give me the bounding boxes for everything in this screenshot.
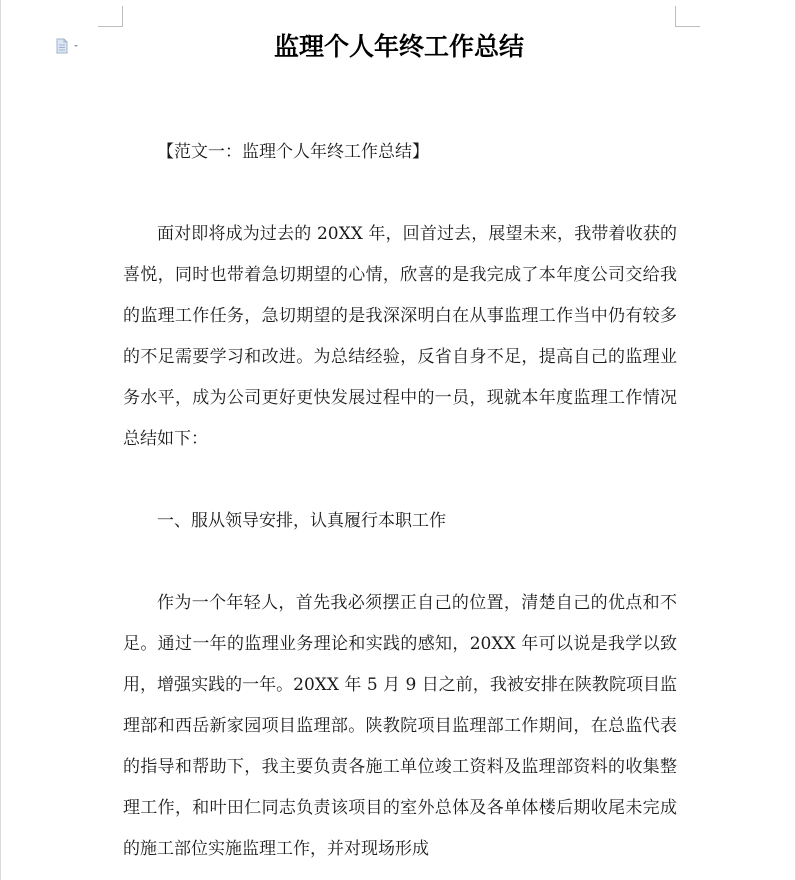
- blank-line: [123, 460, 677, 501]
- document-dropdown-icon[interactable]: [55, 38, 83, 54]
- paragraph-intro: 面对即将成为过去的 20XX 年，回首过去，展望未来，我带着收获的喜悦，同时也带着急切期望的心情，欣喜的是我完成了本年度公司交给我的监理工作任务，急切期望的是我深深明白在从事监理工作当中仍有较多的不足需要学习和改进。为总结经验，反省自身不足，提高自己的监理业务水平，成为公司更好更快发展过程中的一员，现就本年度监理工作情况总结如下：: [123, 224, 677, 449]
- crop-mark-top-right: [675, 6, 700, 27]
- blank-line: [123, 173, 677, 214]
- section-heading: 一、服从领导安排，认真履行本职工作: [157, 511, 446, 531]
- paragraph-body: 作为一个年轻人，首先我必须摆正自己的位置，清楚自己的优点和不足。通过一年的监理业务理论和实践的感知，20XX 年可以说是我学以致用，增强实践的一年。20XX 年 5 月 9 日之前，我被安排在陕教院项目监理部和西岳新家园项目监理部。陕教院项目监理部工作期间，在总监代表的指导和帮助下，我主要负责各施工单位竣工资料及监理部资料的收集整理工作，和叶田仁同志负责该项目的室外总体及各单体楼后期收尾未完成的施工部位实施监理工作，并对现场形成: [123, 593, 677, 859]
- crop-mark-top-left: [98, 6, 123, 27]
- document-title: 监理个人年终工作总结: [273, 32, 524, 61]
- document-body: [123, 132, 677, 870]
- blank-line: [123, 542, 677, 583]
- document-subtitle: 【范文一：监理个人年终工作总结】: [157, 142, 429, 162]
